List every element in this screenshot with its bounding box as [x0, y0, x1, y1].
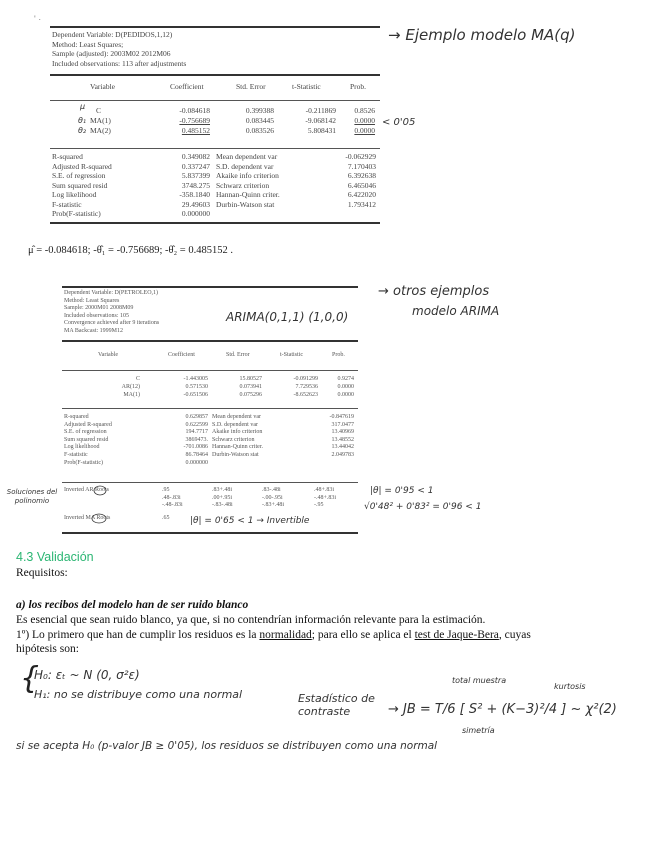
ar-circle-mark [93, 485, 107, 496]
annotation-modulus-2: √0'48² + 0'83² = 0'96 < 1 [364, 502, 482, 512]
section-subtitle: Requisitos: [16, 567, 68, 579]
paragraph-2: 1º) Lo primero que han de cumplir los residuos es la normalidad; para ello se aplica el test de Jaque-Bera, cuyas [16, 629, 531, 641]
annotation-pvalue: < 0'05 [382, 117, 416, 128]
annotation-kurtosis: kurtosis [554, 682, 586, 691]
ma-circle-mark [91, 513, 107, 524]
jarque-bera-link: test de Jaque-Bera [414, 629, 499, 641]
brace-icon: { [20, 661, 40, 696]
table-row: θ₂ MA(2) 0.485152 0.083526 5.808431 0.0000 [78, 126, 375, 135]
table2-column-headers: Variable Coefficient Std. Error t-Statistic Prob. [98, 352, 345, 358]
annotation-modulus-1: |θ| = 0'95 < 1 [370, 486, 434, 496]
annotation-symmetry: simetría [462, 726, 495, 735]
estimated-equation: μ̂ = -0.084618; -θ̂₁ = -0.756689; -θ̂₂ = 0.485152 . [28, 245, 233, 256]
paragraph-1: Es esencial que sean ruido blanco, ya que, si no contendrían información relevante para la estimación. [16, 614, 486, 626]
table2-rows [62, 376, 358, 402]
annotation-arima-spec: ARIMA(0,1,1) (1,0,0) [226, 310, 349, 324]
conclusion: si se acepta H₀ (p-valor JB ≥ 0'05), los residuos se distribuyen como una normal [16, 740, 438, 752]
table2-roots: Inverted AR Roots .95 .48-.83i -.48-.83i .83+.48i .00+.95i -.83-.48i .83-.48i -.00-.95i -.83+.48i .48+.83i -.48+.83i -.95 Inverted MA Roots .65 [62, 486, 358, 530]
jarque-bera-formula: → JB = T/6 [ S² + (K−3)²/4 ] ~ χ²(2) [388, 702, 617, 717]
ar-roots-label: Inverted AR Roots [64, 487, 109, 493]
regression-table-1 [50, 24, 380, 224]
annotation-other-examples: → otros ejemplos [378, 284, 490, 299]
table2-stats: R-squared Adjusted R-squared S.E. of regression Sum squared resid Log likelihood F-statistic Prob(F-statistic) 0.629857 0.622599 194.7717 3869473. -701.0086 86.78464 0.000000 Mean dependent var S.D. dependent var Akaike info criterion Schwarz criterion Hannan-Quinn criter. Durbin-Watson stat -0.847619 317.0477 13.40969 13.48552 13.44042 2.049783 [64, 414, 354, 466]
table-row: μ C -0.084618 0.399388 -0.211869 0.8526 [80, 102, 375, 115]
section-title: 4.3 Validación [16, 550, 94, 564]
table1-column-headers: Variable Coefficient Std. Error t-Statistic Prob. [90, 82, 367, 91]
table-row: θ₁ MA(1) -0.756689 0.083445 -9.068142 0.0000 [78, 116, 375, 125]
section-heading: a) los recibos del modelo han de ser ruido blanco [16, 599, 249, 611]
annotation-invertible: |θ| = 0'65 < 1 → Invertible [190, 516, 310, 526]
annotation-total-sample: total muestra [452, 676, 507, 685]
table2-header: Dependent Variable: D(PETROLEO,1) Method: Least Squares Sample: 2000M01 2008M09 Included observations: 105 Convergence achieved after 9 iterations MA Backcast: 1999M12 [64, 290, 160, 334]
table1-header: Dependent Variable: D(PEDIDOS,1,12) Method: Least Squares; Sample (adjusted): 2003M02 2012M06 Included observations: 113 after adjustments [52, 30, 187, 68]
annotation-solutions: Soluciones del polinomio [6, 488, 58, 505]
ma-roots-label: Inverted MA Roots [64, 515, 111, 521]
annotation-arima-model: modelo ARIMA [412, 304, 500, 318]
table-row: MA(1) -0.651506 0.075296 -8.652623 0.0000 [123, 392, 354, 398]
table1-stats: R-squared Adjusted R-squared S.E. of regression Sum squared resid Log likelihood F-statistic Prob(F-statistic) 0.349082 0.337247 5.837399 3748.275 -358.1840 29.49603 0.000000 Mean dependent var S.D. dependent var Akaike info criterion Schwarz criterion Hannan-Quinn criter. Durbin-Watson stat -0.062929 7.170403 6.392638 6.465046 6.422020 1.793412 [52, 152, 376, 218]
normality-link: normalidad [259, 629, 312, 641]
table-row: AR(12) 0.571530 0.073941 7.729536 0.0000 [121, 384, 354, 390]
annotation-ma-example: → Ejemplo modelo MA(q) [388, 26, 576, 44]
table-row: C -1.443005 15.80527 -0.091299 0.9274 [135, 376, 354, 382]
paragraph-2-cont: hipótesis son: [16, 643, 79, 655]
hypothesis-h1: H₁: no se distribuye como una normal [34, 688, 243, 701]
top-mark: ' · [34, 14, 42, 24]
statistic-label: Estadístico de contraste [298, 692, 375, 718]
hypothesis-h0: H₀: εₜ ~ N (0, σ²ε) [34, 668, 140, 682]
table1-rows [50, 102, 380, 140]
